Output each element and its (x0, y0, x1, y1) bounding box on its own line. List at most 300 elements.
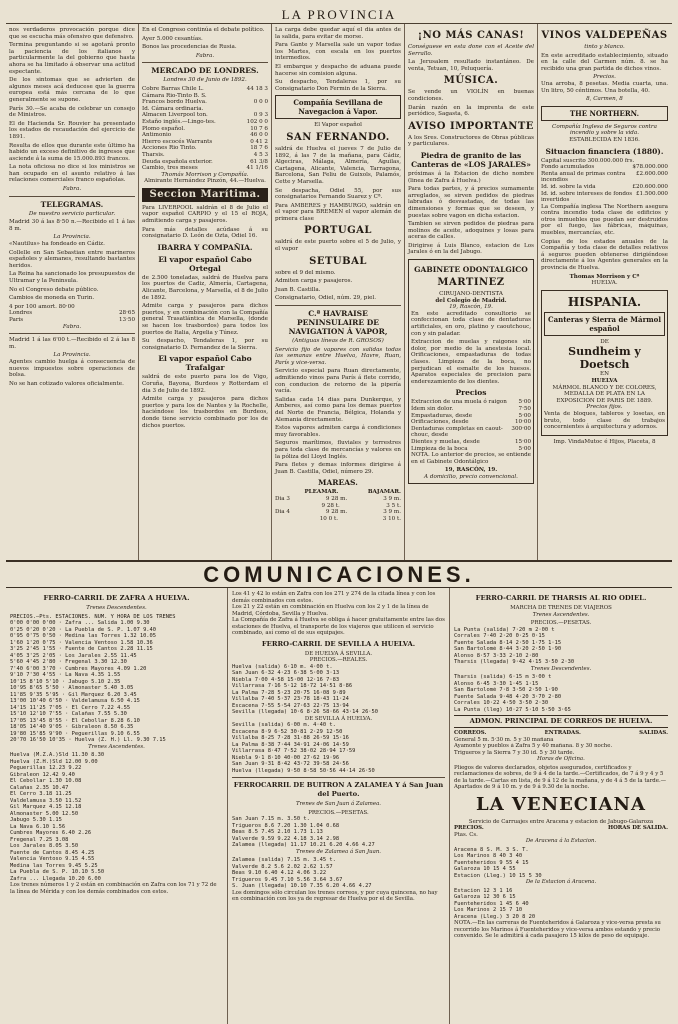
table-row: 9'10 7'30 4'55 · La Nava 4.35 1.55 (10, 672, 121, 678)
ad-text: En este acreditado establecimiento, situado en la calle del Carmen núm. 8. se ha recibido una gran partida de dichos vinos. (541, 52, 668, 72)
exchange-row (9, 317, 135, 324)
price-row (411, 419, 531, 426)
table-row: La Nava 6.10 1.56 (10, 823, 66, 830)
tide-cell: 3 5 t. (386, 502, 401, 509)
price-value: 5·00 (518, 412, 531, 419)
timetable-note: La Compañía de Zafra á Huelva se obliga á hacer gratuitamente entre las dos estaciones de Huelva, el transporte de los viajeros que utilicen el servicio combinado, así como el de sus equipajes. (232, 617, 445, 636)
telegram-text: Cambios de moneda en Turin. (9, 295, 95, 302)
table-row: Zalamea (llegada) 11.17 10.21 6.20 4.66 4.27 (232, 842, 375, 848)
ad-text: Conséguese en esta done con el Aceite del Serrallo. (408, 44, 534, 57)
ad-title: VINOS VALDEPEÑAS (541, 30, 668, 41)
price-row (411, 426, 531, 439)
company-name: IBARRA Y COMPAÑIA. (157, 242, 253, 252)
shipping-notice: Para AMBERES y HAMBURGO, saldrán en el vapor para BREMEN el vapor alemán de primera clase (275, 202, 401, 222)
railway-subtitle: PRECIOS.—REALES. (309, 657, 368, 663)
price-label: Dientes y muelas, desde (411, 438, 480, 445)
table-row: 4'05 3'25 2'05 · Los Jarales 2.55 11.45 (10, 652, 137, 659)
ad-text: próximas á la Estacion de dicho nombre (linea de Zafra á Huelva.) (408, 170, 534, 184)
column-1 (6, 24, 139, 560)
railway-subtitle: DE HUELVA Á SEVILLA. (304, 650, 373, 657)
finance-label: Fondo acumulados (541, 164, 595, 171)
divider (9, 196, 135, 197)
price-value: 10·00 (514, 419, 531, 426)
market-value: 46 0 0 (250, 132, 268, 139)
telegram-text: Collelle en San Sebastian entre marineros españoles y alemanes, resultando bastantes heridos. (9, 249, 135, 269)
carriage-row: Galaroza 12 30 6 15 (454, 894, 516, 900)
market-row (142, 152, 268, 159)
price-heading: Precios (455, 388, 487, 398)
timetable-note: Los 21 y 22 están en combinación en Huelva con los 2 y 1 de la línea de Madrid, Córdoba, Sevilla y Huelva. (232, 604, 429, 617)
carriage-prices-label: PRECIOS. (454, 825, 484, 831)
finance-row (541, 191, 668, 204)
timetable-note: Los 41 y 42 lo están en Zafra con los 271 y 274 de la citada línea y con los demás combinados con estos. (232, 591, 436, 604)
carriage-rows (454, 888, 668, 921)
company-name: Sundheim y Doetsch (568, 345, 641, 372)
table-row: San Juan 9·31 8·42 43·72 39·58 24·56 (232, 761, 349, 767)
finance-value: $78.000.000 (632, 164, 668, 171)
finance-row (541, 171, 668, 184)
railway-title: FERRO-CARRIL DE SEVILLA A HUELVA. (261, 639, 416, 648)
article-paragraph: En el Congreso continúa el debate político. (142, 27, 265, 33)
company-banner: THE NORTHERN. (541, 106, 668, 121)
ship-title: El vapor español Cabo Ortegal (158, 254, 252, 273)
post-office-title: ADMON. PRINCIPAL DE CORREOS DE HUELVA. (454, 715, 668, 728)
tide-cell: 3 9 m. (383, 509, 401, 516)
table-row: 19'80 15'85 9'90 · Peguerillas 9.10 6.55 (10, 730, 140, 737)
ad-subtitle: CIRUJANO-DENTISTA (439, 291, 503, 298)
finance-label: Renta anual de primas contra incendios (541, 170, 626, 184)
table-row: S. Juan (llegada) 10.10 7.35 6.20 4.66 4.27 (232, 883, 372, 889)
telegram-text: «Nautilus» ha fondeado en Cádiz. (9, 241, 105, 248)
table-row: Corrales 7·40 2·20 0·25 0·15 (454, 633, 545, 639)
table-row: San Juan 7.15 m. 3.50 t. (232, 816, 310, 822)
market-value: 18 7 6 (250, 145, 268, 152)
zafra-huelva-timetable (6, 588, 228, 1024)
shipping-notice: Admiten carga y pasajeros. (275, 278, 353, 285)
table-row: Zalamea (salida) 7.15 m. 3.45 t. (232, 857, 336, 863)
shipping-notice: Servicio especial para Ruan directamente, admitiendo vinos para París á flete corrido, con conducion de retorno de la pipería vacía. (275, 368, 401, 395)
carriage-row: Estacion (Lleg.) 10 15 5 30 (454, 872, 542, 879)
post-row: General 5 m. 5·30 m. 5 y 30 mañana (454, 736, 554, 743)
price-label: Limpieza de la boca (411, 445, 468, 452)
market-list (142, 86, 268, 172)
table-row: Huelva (salida) 6·10 m. 4·00 t. (232, 663, 333, 670)
market-row (142, 139, 268, 146)
tide-row (275, 516, 401, 523)
shipping-notice: sobre el 9 del mismo. (275, 269, 336, 276)
company-name: C.ª HAVRAISE PENINSULAIRE DE NAVIGATION Á VAPOR, (288, 309, 388, 337)
ad-text: Venta de bloques, tableros y losetas, en bruto, todo clase de trabajos concernientes á arquitectura y adornos. (544, 410, 665, 431)
article-paragraph: La nota oficiosa no dice si los ministros se han ocupado en el asunto relativo á las relaciones comerciales franco españolas. (9, 164, 135, 184)
post-row: Ayamonte y pueblos á Zafra 5 y 40 mañana. 8 y 30 noche. (454, 743, 613, 749)
route-heading: De la Estacion á Aracena. (525, 879, 597, 885)
market-row (142, 99, 268, 106)
post-header-mail: CORREOS. (454, 730, 487, 736)
carriage-units: Ptas. Cs. (454, 831, 478, 838)
tharsis-timetable (450, 588, 672, 1024)
shipping-notice: Para más detalles acúdase á su consignatario D. León de Ozta, Odiel 16. (142, 226, 268, 240)
table-row: 5'60 4'45 2'80 · Fregenal 3.30 12.30 (10, 659, 127, 665)
market-label: Id. Cámara ordinaria. (142, 105, 204, 112)
table-row: Trigueros 9.45 7.10 5.56 3.64 3.67 (232, 876, 343, 883)
market-row (142, 86, 268, 93)
table-row: Villalba 8·25 7·28 31·88 26·59 15·16 (232, 735, 349, 741)
shipping-notice: saldrá de Huelva el jueves 7 de Julio de 1892, á las 7 de la mañana, para Cádiz, Algeciras, Málaga, Almería, Aguilas, Cartagena, Alicante, Valencia, Tarragona, Barcelona, San Feliu de Guixols, Palamós, Cette y Marsella. (275, 145, 401, 185)
table-row: Beas 8.5 7.45 2.10 1.73 1.13 (232, 829, 323, 835)
ad-text: Copias de los estados anuales de la Compañía y toda clase de detalles relativos á seguros pueden obtenerse dirigiéndose directamente á los Agentes generales en la provincia de Huelva. (541, 238, 668, 272)
price-value: 300·00 (511, 425, 531, 432)
price-heading: Precios fijos. (586, 404, 623, 411)
table-row: Villalba 7·40 5·37 23·78 18·43 11·24 (232, 696, 349, 702)
market-value: 0 9 3 (253, 112, 268, 119)
telegram-text: Madrid 30 á las 8·50 n.—Recibido el 1 á las 8 m. (9, 219, 135, 232)
table-row: Tharsis (llegada) 9·42 4·15 3·50 2·30 (454, 659, 575, 665)
carriage-note: NOTA.—En las carreras de Fuenteheridos á Galaroza y vice-versa presta su recorrido los Marinos á Fuenteheridos y vice-versa ambos estando y precio convenido. Se le admitirá á cada pasajero 15 kilos de peso de equipaje. (454, 920, 661, 939)
tide-row (275, 496, 401, 503)
agent-address: Consignatario, Odiel, núm. 29, piel. (275, 295, 376, 302)
table-row: La Palma 7·28 5·23 20·75 16·08 9·89 (232, 689, 346, 696)
market-value: 44 18 3 (246, 85, 268, 92)
railway-subtitle: Trenes Ascendentes. (532, 611, 590, 618)
ad-text: Una arroba, 8 pesetas. Media cuarta, una. Un litro, 50 céntimos. Una botella, 40. (541, 80, 668, 94)
railway-title: FERRO-CARRIL DE ZAFRA A HUELVA. (43, 594, 190, 602)
article-paragraph: Resulta de ellos que durante este último ha habido un exceso definitivo de ingresos que asciende á la suma de 15.000.893 francos. (9, 142, 135, 162)
railway-title: FERRO-CARRIL DE THARSIS AL RIO ODIEL. (475, 594, 647, 602)
ad-subtitle: MÁRMOL BLANCO Y DE COLORES, MEDALLA DE PLATA EN LA EXPOSICION DE PARIS DE 1889. (552, 384, 657, 404)
tide-cell: 3 9 m. (383, 495, 401, 502)
market-label: Estaño inglés.—Lingo-tes. (142, 118, 216, 125)
carriage-row: Los Marinos 8 40 3 40 (454, 853, 523, 859)
table-row: Zafra ... Llegada 10.20 6.00 (10, 875, 101, 882)
price-value: 15·00 (514, 438, 531, 445)
table-row: Calañas 2.35 10.47 (10, 784, 69, 791)
price-row (411, 399, 531, 406)
market-row (142, 165, 268, 172)
ad-text: Extraccion de muelas y raigones sin dolor, por medio de la anestesia local. Orificaciones, empastaduras de todas clases. Limpieza de la boca, no perjudican el esmalte de los huesos. Aparatos especiales de precision para enderezamiento de los dientes. (411, 339, 531, 385)
exchange-value: 28·65 (118, 310, 135, 317)
shipping-notice: La carga debe quedar aquí el dia antes de la salida, para evitar de morse. (275, 27, 401, 40)
tides-header-high: PLEAMAR. (304, 489, 339, 496)
section-heading: TELEGRAMAS. (40, 199, 104, 209)
table-row: Tharsis (salida) 6·15 m 3·00 t (454, 674, 552, 680)
ship-title: El vapor español Cabo Trafalgar (158, 354, 252, 373)
price-row (411, 406, 531, 413)
finance-list (541, 158, 668, 204)
ad-text: A domicilio, precio convencional. (424, 473, 518, 480)
article-paragraph: París 30.—Se acaba de celebrar un consejo de Ministros. (9, 105, 135, 119)
market-row (142, 145, 268, 152)
address: 19, Rascón, 19. (449, 304, 493, 311)
table-row: Medina las Torres 9.45 5.25 (10, 862, 98, 869)
timetable-rows (232, 816, 445, 849)
post-header-out: SALIDAS. (639, 730, 668, 736)
ad-subtitle: tinto y blanco. (584, 44, 625, 50)
railway-subtitle: DE SEVILLA Á HUELVA. (304, 715, 373, 722)
agent-name: Thomás Morrison y Compañía. (161, 171, 249, 178)
table-row: Fuente Salada 9·48 4·20 3·70 2·80 (454, 693, 562, 700)
market-label: Acciones Rio Tinto. (142, 145, 197, 152)
table-row: San Bartolomé 8·44 3·20 2·50 1·90 (454, 646, 562, 652)
tide-cell: Dia 4 (275, 509, 290, 516)
market-label: Almacen Liverpool ton. (142, 112, 208, 119)
railway-subtitle: MARCHA DE TRENES DE VIAJEROS (510, 605, 612, 611)
table-row: Peguerillas 12.23 9.22 (10, 765, 82, 771)
market-label: Plomo español. (142, 125, 186, 132)
ad-text: Darán razón en la imprenta de este periódico, Sagasta, 6. (408, 104, 534, 118)
table-row: Niebla 9·1 8·10 40·00 27·62 19·96 (232, 754, 340, 761)
table-row: 1'60 1'20 0'75 · Valencia Ventoso 1.58 10.36 (10, 639, 153, 646)
tide-row (275, 509, 401, 516)
ad-subtitle: ESTABLECIDA EN 1836. (569, 136, 640, 143)
table-row: 11'85 9'35 5'95 · Gil Marquez 6.20 3.45 (10, 691, 137, 698)
table-row: Jabugo 5.30 1.15 (10, 817, 62, 823)
table-row: 0'00 0'00 0'00 · Zafra ... Salida 1.00 9.30 (10, 620, 150, 626)
table-row: 0'25 0'20 0'20 · La Puebla de S. P. 1.07 9.40 (10, 626, 157, 633)
finance-value: £20.600.000 (632, 183, 668, 190)
masthead: LA PROVINCIA (6, 6, 672, 24)
railway-title: FERROCARRIL DE BUITRON A ZALAMEA Y á San Juan del Puerto. (233, 781, 444, 798)
ad-subtitle: Canteras y Sierra de Mármol español (544, 312, 665, 336)
column-5 (538, 24, 671, 560)
table-header: PRECIOS.—Pts. ESTACIONES. NUM. Y HORA DE LOS TRENES (10, 613, 176, 620)
table-row: Gil Marquez 4.15 12.18 (10, 804, 82, 810)
market-label: Hierro escocés Warrants (142, 138, 213, 145)
market-row (142, 119, 268, 126)
tide-cell: 9 28 m. (325, 509, 348, 516)
signature: Fabra. (62, 186, 82, 193)
signature: Fabra. (62, 323, 82, 330)
article-paragraph: Termina preguntando si se agotará pronto la paciencia de los italianos y particularmente la del gobierno que hasta ahora se ha limitado á observar una actitud espectante. (9, 42, 135, 75)
signature: Fabra. (195, 52, 215, 59)
shipping-notice: Su despacho, Tendaleras 1, por su consignatario D. Fernandez de la Sierra. (142, 338, 268, 351)
telegram-text: No se han cotizado valores oficialmente. (9, 380, 124, 387)
carriage-rows (454, 847, 668, 880)
table-row: Alonso 6·45 3·30 1·45 1·15 (454, 680, 539, 687)
article-paragraph: Ayer 5.000 cesantías. (142, 35, 203, 42)
ad-title: AVISO IMPORTANTE (408, 120, 534, 132)
telegram-text: No el Congreso debate público. (9, 286, 99, 293)
table-row: Valverde 8.2 5.6 2.02 2.62 1.57 (232, 863, 333, 870)
carriage-row: Aracena (Lleg.) 3 20 8 20 (454, 913, 536, 920)
ad-text: Se vende un VIOLÍN en buenas condiciones. (408, 89, 534, 102)
ad-text: La Compañía inglesa The Northern asegura contra incendio toda clase de edificios y otros inmuebles que puedan ser destruidos por el fuego, las fábricas, máquinas, muebles, mercancías, etc. (541, 203, 668, 237)
market-row (142, 106, 268, 113)
finance-value: £2.600.000 (635, 170, 668, 177)
shipping-notice: Admite carga y pasajeros para dichos puertos, y en combinación con la Compañía general Trasatlántica de Marsella, (donde se hacen los trasbordos) para todos los puertos de Italia, Argelia y Túnez. (142, 303, 268, 336)
railway-subtitle: PRECIOS.—PESETAS. (530, 620, 592, 626)
price-row (411, 446, 531, 453)
column-2 (139, 24, 272, 560)
section-heading: MERCADO DE LONDRES. (151, 66, 259, 76)
table-row: Beas 9.10 6.40 4.12 4.06 3.22 (232, 870, 327, 876)
carriage-row: Fuenteheridos 9 55 4 15 (454, 859, 529, 866)
column-3 (272, 24, 405, 560)
ad-subtitle: Compañía Inglesa de Seguros contra incendio y sobre la vida. (552, 123, 657, 137)
market-value: 4 5 3 (253, 151, 268, 158)
table-row: Alonso 8·57 3·33 2·10 2·80 (454, 652, 539, 659)
agent-address: Almirante Hernández Pinzón, 44.—Huelva. (144, 178, 266, 185)
ship-name: SETUBAL (309, 255, 367, 267)
carriage-row: Aracena 8 S. M. 3 S. T. (454, 846, 529, 853)
table-row: Corrales 10·22 4·50 3·50 2·30 (454, 700, 549, 706)
agent-name: Juan B. Castilla. (275, 286, 321, 293)
market-value: 102 0 0 (246, 118, 268, 125)
ship-name: SAN FERNANDO. (286, 131, 390, 143)
shipping-notice: Para Gante y Marsella sale un vapor todas los Martes, con escala en los puertos intermedios. (275, 42, 401, 62)
railway-subtitle: PRECIOS.—PESETAS. (308, 809, 369, 816)
table-row: El Cebollar 1.30 10.08 (10, 778, 82, 784)
price-list (411, 399, 531, 452)
finance-row (541, 158, 668, 165)
ad-text: A los Sres. Constructores de Obras públicas y particulares. (408, 134, 534, 148)
price-row (411, 439, 531, 446)
exchange-label: Londres (9, 310, 33, 317)
table-row: La Punta (salida) 7·20 m 2·00 t (454, 626, 555, 633)
timetable-rows (454, 674, 668, 713)
table-row: El Cerro 3.18 11.25 (10, 791, 72, 797)
table-row: 14'15 11'25 7'05 · El Cerro 7.22 4.55 (10, 704, 131, 711)
tide-cell: 3 10 t. (382, 515, 401, 522)
divider (142, 62, 268, 63)
ship-intro: El Vapor español (314, 122, 362, 129)
divider (232, 777, 445, 778)
communications-header: COMUNICACIONES. (6, 562, 672, 588)
table-row: La Palma 8·38 7·44 34·91 24·06 14·59 (232, 741, 349, 748)
railway-subtitle: Trenes Ascendentes. (88, 743, 145, 750)
post-row: Trigueros y la Sierra 7 y 30 id. 5 y 30 tarde. (454, 749, 575, 756)
price-label: Orificaciones, desde (411, 419, 469, 426)
timetable-note: Los trenes números 1 y 2 están en combinación en Zafra con los 71 y 72 de la línea de Mérida y con los demás combinados con estos. (10, 882, 217, 895)
price-label: Empastaduras, desde (411, 412, 473, 419)
market-label: Francos bordo Huelva. (142, 99, 207, 106)
article-paragraph: El de Hacienda Sr. Rouvier ha presentado los estados de recaudación del ejercicio de 1891. (9, 120, 135, 140)
table-row: 0'95 0'75 0'50 · Medina las Torres 1.32 10.05 (10, 633, 157, 639)
shipping-notice: El embarque y despacho de aduana puede hacerse sin comision alguna. (275, 63, 401, 77)
price-label: Ídem sin dolor. (411, 405, 454, 412)
table-row: 20'70 16'50 10'35 · Huelva (Z. H.) Ll. 9.30 7.15 (10, 737, 166, 743)
article-paragraph: Bonos las procedencias de Rusia. (142, 44, 237, 51)
exchange-value: 13·50 (118, 316, 135, 323)
railway-subtitle: Trenes Descendentes. (530, 665, 592, 672)
timetable-note: Los domingos sólo circulan los trenes correos, y por cuya quincena, no hay en combinación con los ya de regresar de Huelva por el de Sevilla. (232, 889, 438, 902)
shipping-notice: Estos vapores admiten carga á condiciones muy favorables. (275, 425, 401, 438)
address: 8, Carmen, 8 (586, 96, 623, 103)
table-row: San Juan 6·32 4·23 6·38 5·00 3·13 (232, 670, 340, 676)
table-row: Valdelamusa 3.50 11.52 (10, 797, 82, 804)
tide-cell: 9 28 t. (321, 502, 340, 509)
connector: DE (600, 338, 609, 345)
carriage-subtitle: Servicio de Carruajes entre Aracena y estacion de Jabugo-Galaroza (468, 818, 654, 825)
market-value: 0 41 2 (250, 138, 268, 145)
market-row (142, 93, 268, 100)
shipping-notice: saldrá de este puerto sobre el 5 de Julio, y el vapor (275, 239, 401, 253)
carriage-title: LA VENECIANA (476, 793, 646, 815)
tide-cell: Dia 3 (275, 495, 290, 502)
market-label: Tharsis. (142, 151, 165, 158)
shipping-notice: saldrá de este puerto para los de Vigo, Coruña, Bayona, Burdeos y Rotterdam el dia 3 de Julio de 1892. (142, 374, 268, 394)
table-row: 17'05 13'45 8'55 · El Cebollar 8.28 6.10 (10, 717, 140, 724)
connector: EN (600, 371, 609, 378)
section-subheading: De nuestro servicio particular. (28, 210, 116, 217)
table-row: 13'00 10'40 6'50 · Valdelamusa 6.50 4.15 (10, 698, 140, 704)
table-row: San Bartolomé 7·8 3·50 2·50 1·90 (454, 687, 558, 693)
sevilla-huelva-timetable (228, 588, 450, 1024)
table-row: 3'25 2'45 1'55 · Fuente de Cantos 2.28 11.15 (10, 646, 153, 652)
price-heading: Precios. (593, 74, 616, 81)
printer-imprint: Imp. VindaMutoc é Hijos, Placeta, 8 (553, 438, 656, 445)
post-header-in: ENTRADAS. (544, 730, 581, 736)
carriage-hours-label: HORAS DE SALIDA. (607, 825, 668, 831)
carriage-row: Galaroza 10 15 4 55 (454, 866, 516, 872)
address: 19, RASCÓN, 19. (444, 467, 498, 474)
table-row: Fuente de Cantos 8.45 4.25 (10, 849, 95, 856)
timetable-rows (454, 627, 668, 666)
ad-subtitle: Situacion financiera (1880). (545, 146, 664, 156)
tides-header-low: BAJAMAR. (367, 489, 401, 496)
railway-subtitle: Trenes Descendentes. (86, 605, 147, 611)
table-row: Los Jarales 8.05 3.50 (10, 843, 79, 849)
market-value: 0 0 0 (253, 99, 268, 106)
telegram-text: Madrid 1 á las 6'00 t.—Recibido el 2 á las 8 m. (9, 337, 135, 350)
carriage-row: Los Marinos 2 15 7 10 (454, 907, 523, 913)
section-banner: Seccion Marítima. (142, 188, 268, 202)
column-4 (405, 24, 538, 560)
ad-title: MÚSICA. (443, 75, 499, 87)
carriage-row: Estacion 12 3 1 16 (454, 887, 513, 894)
table-row: Villarrasa 7·16 5·12 18·72 14·51 8·86 (232, 683, 353, 689)
byline: La Provincia. (53, 352, 91, 359)
divider (9, 333, 135, 334)
table-row: Sevilla (llegada) 10·6 8·26 58·66 43·14 26·50 (232, 709, 379, 715)
finance-label: Id. id. sobre la vida (541, 183, 596, 190)
market-label: Cobre Barras Chile L. (142, 85, 204, 92)
agent-name: Thomas Morrison y Cª (569, 273, 640, 280)
byline: La Provincia. (53, 234, 91, 241)
price-value: 5·00 (518, 399, 531, 406)
table-row: Villarrasa 8·47 7·52 38·02 28·94 17·59 (232, 748, 356, 754)
post-rows (454, 737, 668, 757)
telegram-text: La Reina ha sancionado los presupuestos de Ultramar y la Peninsula. (9, 271, 135, 284)
finance-label: Capital suscrito 300.000.000 frs. (541, 157, 635, 164)
table-row: Valverde 9.59 9.22 4.18 3.14 2.98 (232, 835, 340, 842)
shipping-notice: Su despacho, Tendaleras 1, por su Consignatario Don Fermin de la Sierra. (275, 79, 401, 92)
price-row (411, 413, 531, 420)
timetable-rows (10, 752, 223, 882)
dentist-name: MARTINEZ (437, 277, 505, 289)
table-row: Trigueros 8.6 7.20 1.30 1.04 0.68 (232, 822, 340, 829)
table-row: 15'10 12'10 7'55 · Calañas 7.55 5.30 (10, 711, 127, 717)
shipping-notice: Se despacha, Odiel 55, por sus consignatarios Fernando Suarez y Cª. (275, 187, 401, 201)
ad-subtitle: del Colegio de Madrid. (435, 297, 507, 304)
price-value: 5·00 (518, 445, 531, 452)
timetable-rows (232, 722, 445, 774)
dentist-ad (408, 259, 534, 483)
shipping-notice: Admite carga y pasajeros para dichos puertos y para los de Nantes y la Rochelle, haciéndose los trasbordos en Burdeos, donde tiene servicio combinado por los de dichos puertos. (142, 396, 268, 429)
table-row: 18'05 14'40 9'05 · Gibraleon 8.50 6.35 (10, 724, 134, 730)
marble-ad (541, 290, 668, 436)
section-subheading: Londres 30 de Junio de 1892. (163, 77, 247, 84)
table-row: Escacena 8·9 6·52 30·81 2·29 12·50 (232, 728, 343, 735)
market-value: 61 3/8 (250, 158, 268, 165)
market-value: 10 7 6 (250, 125, 268, 132)
shipping-notice: Servicio fijo de vapores con salidas todas las semanas entre Huelva, Havre, Ruan, París y vice-versa. (275, 346, 401, 366)
timetable-rows (10, 620, 223, 744)
tides-header (275, 489, 401, 496)
table-row: 7'40 6'00 3'70 · Cumbres Mayores 4.09 1.20 (10, 665, 147, 672)
table-row: Huelva (Z.H.)Sld 12.00 9.00 (10, 758, 98, 765)
price-label: Extraccion de una muela ó raigon (411, 399, 507, 406)
table-row: Niebla 7·00 4·58 15·00 12·16 7·83 (232, 676, 340, 683)
